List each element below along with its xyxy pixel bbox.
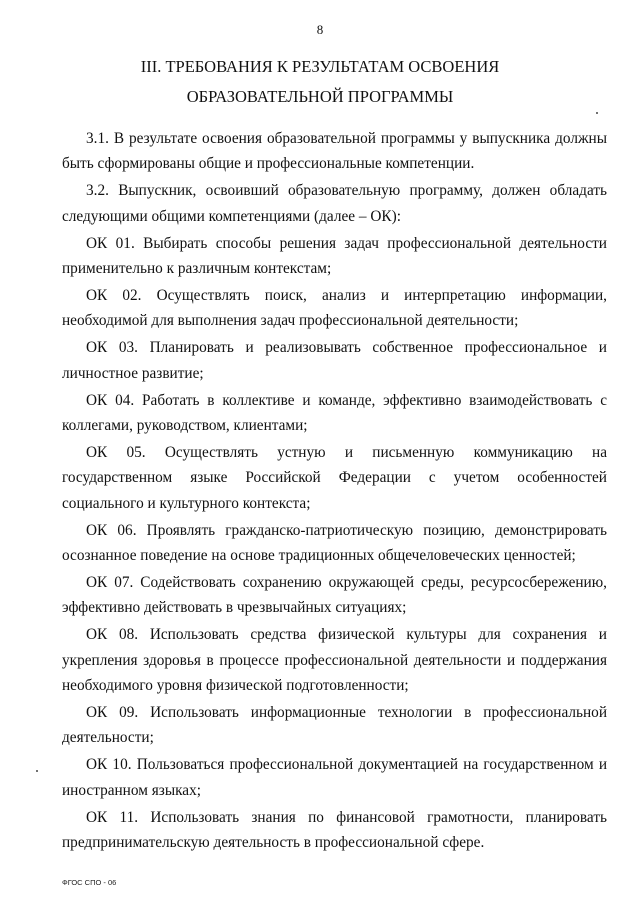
competency-ok-03: ОК 03. Планировать и реализовывать собственное профессиональное и личностное развитие;: [62, 339, 607, 382]
section-heading: [0, 52, 640, 112]
section-heading-line-2: ОБРАЗОВАТЕЛЬНОЙ ПРОГРАММЫ: [186, 87, 454, 106]
section-heading-line-1: III. ТРЕБОВАНИЯ К РЕЗУЛЬТАТАМ ОСВОЕНИЯ: [140, 57, 500, 76]
paragraph-3-2: 3.2. Выпускник, освоивший образовательную программу, должен обладать следующими общими компетенциями (далее – ОК):: [62, 182, 607, 225]
competency-ok-06: ОК 06. Проявлять гражданско-патриотическую позицию, демонстрировать осознанное поведение на основе традиционных общечеловеческих ценностей;: [62, 521, 607, 564]
page-number: 8: [316, 22, 324, 37]
scan-speck: [596, 112, 598, 114]
competency-ok-05: ОК 05. Осуществлять устную и письменную коммуникацию на государственном языке Российской Федерации с учетом особенностей социального и культурного контекста;: [62, 443, 607, 512]
footer-code: ФГОС СПО - 06: [62, 878, 117, 887]
competency-ok-04: ОК 04. Работать в коллективе и команде, эффективно взаимодействовать с коллегами, руководством, клиентами;: [62, 391, 607, 434]
scan-speck: [36, 770, 38, 772]
competency-ok-11: ОК 11. Использовать знания по финансовой грамотности, планировать предпринимательскую деятельность в профессиональной сфере.: [62, 808, 607, 851]
competency-ok-10: ОК 10. Пользоваться профессиональной документацией на государственном и иностранном языках;: [62, 756, 607, 799]
competency-ok-09: ОК 09. Использовать информационные технологии в профессиональной деятельности;: [62, 703, 607, 747]
competency-ok-02: ОК 02. Осуществлять поиск, анализ и интерпретацию информации, необходимой для выполнения задач профессиональной деятельности;: [62, 286, 607, 330]
paragraph-3-1: 3.1. В результате освоения образовательной программы у выпускника должны быть сформированы общие и профессиональные компетенции.: [62, 130, 607, 173]
competency-ok-07: ОК 07. Содействовать сохранению окружающей среды, ресурсосбережению, эффективно действовать в чрезвычайных ситуациях;: [62, 573, 607, 617]
competency-ok-08: ОК 08. Использовать средства физической культуры для сохранения и укрепления здоровья в процессе профессиональной деятельности и поддержания необходимого уровня физической подготовленности;: [62, 626, 607, 695]
competency-ok-01: ОК 01. Выбирать способы решения задач профессиональной деятельности применительно к различным контекстам;: [62, 234, 607, 278]
document-body: [62, 126, 607, 857]
